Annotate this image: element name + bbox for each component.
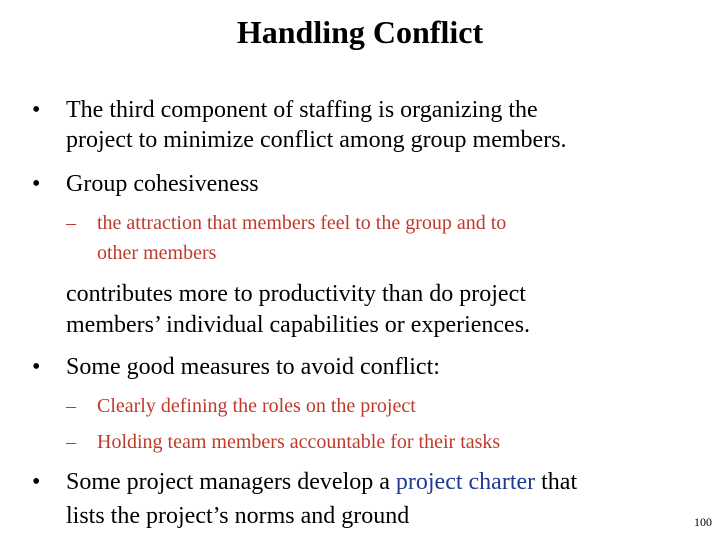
sub-bullet-dash: –: [66, 431, 76, 453]
bullet2-continuation-line2: members’ individual capabilities or experiences.: [66, 312, 531, 338]
bullet3-sub-item: Clearly defining the roles on the project: [97, 395, 416, 417]
bullet3-label: Some good measures to avoid conflict:: [66, 354, 440, 380]
bullet-marker: •: [32, 97, 41, 123]
bullet4-text-after: that: [535, 469, 578, 495]
sub-bullet-dash: –: [66, 395, 76, 417]
bullet-marker: •: [32, 469, 41, 495]
bullet4-text-before: Some project managers develop a: [66, 469, 396, 495]
project-charter-term: project charter: [395, 469, 536, 495]
bullet2-continuation-line1: contributes more to productivity than do project: [66, 281, 526, 307]
bullet2-sub1-line1: the attraction that members feel to the group and to: [97, 212, 507, 234]
slide-title: Handling Conflict: [236, 14, 484, 50]
bullet1-line2: project to minimize conflict among group members.: [66, 127, 567, 153]
bullet1-line1: The third component of staffing is organizing the: [66, 97, 538, 123]
page-number: 100: [694, 515, 712, 529]
bullet-marker: •: [32, 171, 41, 197]
bullet2-sub1-line2: other members: [97, 242, 217, 264]
bullet-marker: •: [32, 354, 41, 380]
bullet4-line1: [66, 467, 577, 497]
bullet3-sub-item: Holding team members accountable for their tasks: [97, 431, 501, 453]
sub-bullet-dash: –: [66, 212, 76, 234]
bullet2-label: Group cohesiveness: [66, 171, 259, 197]
bullet4-line2: lists the project’s norms and ground: [66, 503, 410, 529]
